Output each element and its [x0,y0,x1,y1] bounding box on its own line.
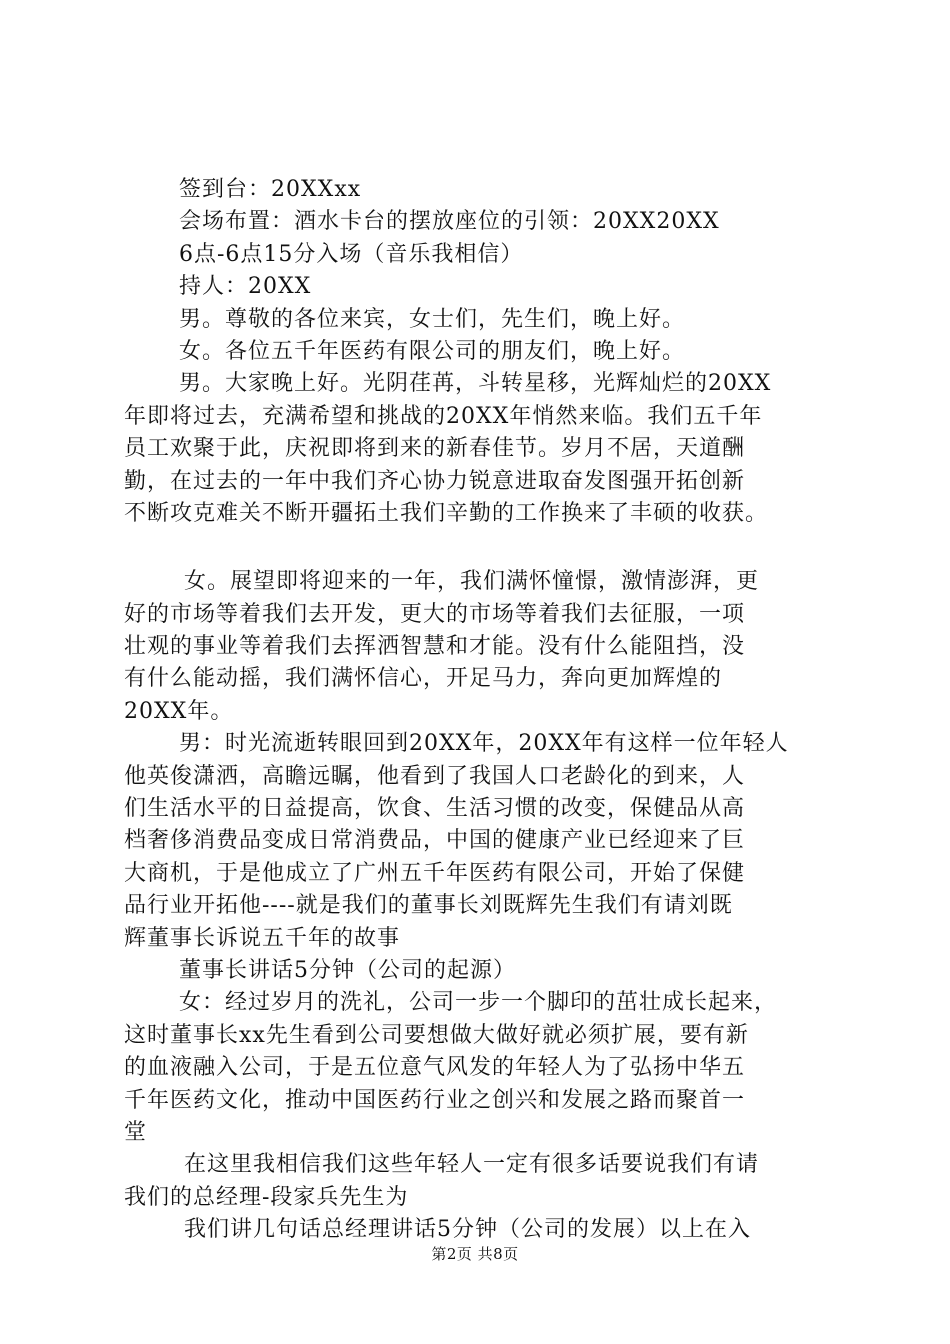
text-line-chairman-speech: 董事长讲话5分钟（公司的起源） [179,957,516,983]
paragraph-line: 千年医药文化，推动中国医药行业之创兴和发展之路而聚首一 [124,1087,746,1113]
paragraph-line: 大商机，于是他成立了广州五千年医药有限公司，开始了保健 [124,860,746,886]
document-body [124,174,844,1247]
text-line-female-greeting: 女。各位五千年医药有限公司的朋友们，晚上好。 [179,338,686,364]
paragraph-gap [124,530,844,566]
paragraph-line: 女：经过岁月的洗礼，公司一步一个脚印的茁壮成长起来， [179,990,778,1016]
paragraph-line: 男：时光流逝转眼回到20XX年，20XX年有这样一位年轻人 [179,731,789,757]
paragraph-line: 20XX年。 [124,698,234,724]
paragraph-line: 在这里我相信我们这些年轻人一定有很多话要说我们有请 [184,1152,760,1178]
paragraph-line: 好的市场等着我们去开发，更大的市场等着我们去征服，一项 [124,601,746,627]
text-line-host: 持人：20XX [179,274,312,300]
paragraph-line: 年即将过去，充满希望和挑战的20XX年悄然来临。我们五千年 [124,403,763,429]
paragraph-line: 辉董事长诉说五千年的故事 [124,925,401,951]
paragraph-line: 不断攻克难关不断开疆拓土我们辛勤的工作换来了丰硕的收获。 [124,500,769,526]
paragraph-line: 他英俊潇洒，高瞻远瞩，他看到了我国人口老龄化的到来，人 [124,763,746,789]
text-line-signin-desk: 签到台：20XXxx [179,177,362,202]
text-line-venue-setup: 会场布置：酒水卡台的摆放座位的引领：20XX20XX [179,209,720,235]
paragraph-line: 壮观的事业等着我们去挥洒智慧和才能。没有什么能阻挡，没 [124,634,746,660]
paragraph-line: 我们讲几句话总经理讲话5分钟（公司的发展）以上在入 [184,1217,751,1243]
text-line-male-greeting: 男。尊敬的各位来宾，女士们，先生们，晚上好。 [179,306,686,332]
paragraph-line: 男。大家晚上好。光阴荏苒，斗转星移，光辉灿烂的20XX [179,371,772,397]
paragraph-line: 档奢侈消费品变成日常消费品，中国的健康产业已经迎来了巨 [124,828,746,854]
paragraph-line: 女。展望即将迎来的一年，我们满怀憧憬，激情澎湃，更 [184,569,760,595]
paragraph-line: 我们的总经理-段家兵先生为 [124,1184,409,1210]
page-number-footer: 第2页 共8页 [431,1245,519,1263]
paragraph-line: 勤，在过去的一年中我们齐心协力锐意进取奋发图强开拓创新 [124,468,746,494]
paragraph-line: 的血液融入公司，于是五位意气风发的年轻人为了弘扬中华五 [124,1055,746,1081]
paragraph-line: 这时董事长xx先生看到公司要想做大做好就必须扩展，要有新 [124,1022,749,1048]
paragraph-line: 有什么能动摇，我们满怀信心，开足马力，奔向更加辉煌的 [124,666,723,692]
paragraph-line: 堂 [124,1119,148,1145]
text-line-entry-time: 6点-6点15分入场（音乐我相信） [179,241,524,267]
paragraph-line: 品行业开拓他----就是我们的董事长刘既辉先生我们有请刘既 [124,893,733,919]
paragraph-line: 们生活水平的日益提高，饮食、生活习惯的改变，保健品从高 [124,796,746,822]
paragraph-line: 员工欢聚于此，庆祝即将到来的新春佳节。岁月不居，天道酬 [124,436,746,462]
